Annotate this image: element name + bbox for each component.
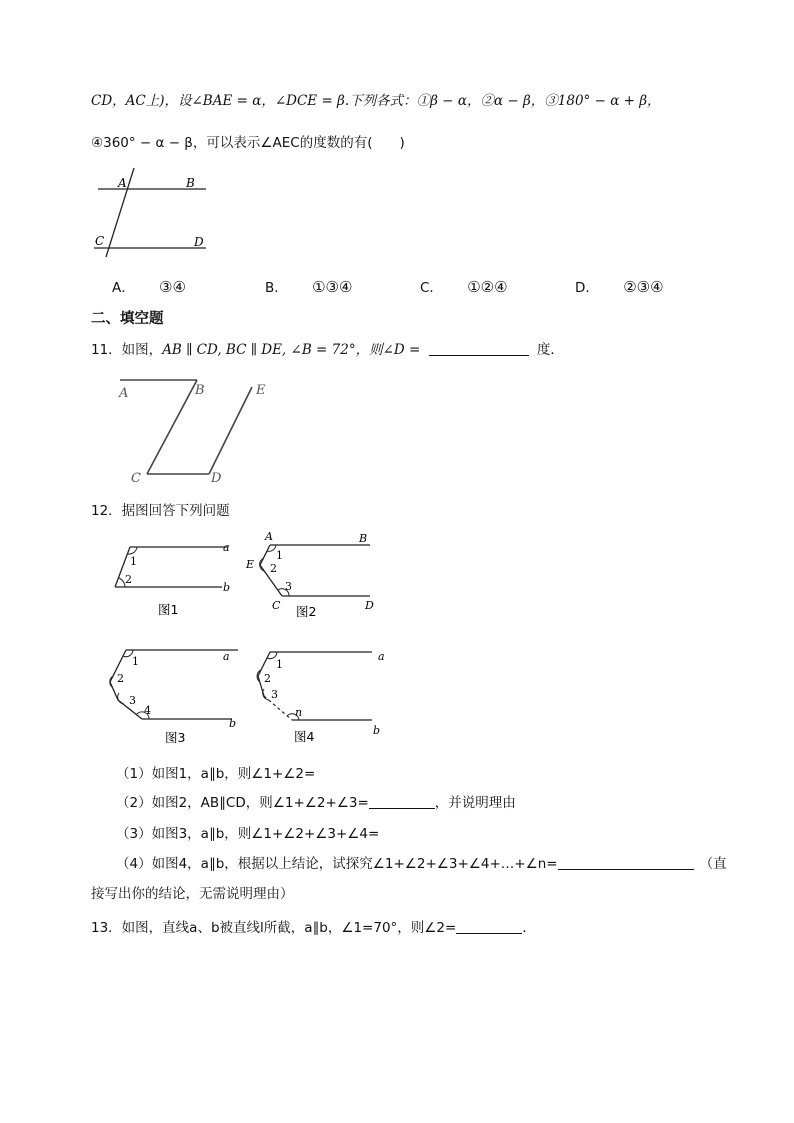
q12-sub2-text: （2）如图2，AB∥CD，则∠1+∠2+∠3= xyxy=(116,795,369,811)
fig4-num2: 2 xyxy=(264,672,271,685)
fig2-num1: 1 xyxy=(276,549,283,562)
q10-label-b: B xyxy=(186,176,195,190)
q12-sub2 xyxy=(116,791,516,811)
q11-label-c: C xyxy=(131,471,141,484)
q10-option-c-text: ①②④ xyxy=(467,278,508,296)
fig2-label-b: B xyxy=(359,532,368,545)
q12-sub1: （1）如图1，a∥b，则∠1+∠2= xyxy=(116,766,316,782)
fig3-angle3-arc xyxy=(118,693,124,704)
fig1-num2: 2 xyxy=(125,573,132,586)
q10-label-c: C xyxy=(95,234,105,248)
q10-option-b-letter: B． xyxy=(265,280,288,296)
q10-option-a-letter: A． xyxy=(112,280,135,296)
fig2-label-a: A xyxy=(265,530,273,543)
q12-sub4-answer-blank[interactable] xyxy=(558,855,694,870)
fig2-label-d: D xyxy=(365,599,374,612)
q12-sub4 xyxy=(116,852,727,872)
q11-prefix: 11．如图， xyxy=(91,342,163,358)
q12-sub4-text: （4）如图4，a∥b，根据以上结论，试探究∠1+∠2+∠3+∠4+…+∠n= xyxy=(116,856,558,872)
q11-text xyxy=(91,338,564,358)
fig3-num4: 4 xyxy=(144,704,151,717)
q10-option-b[interactable] xyxy=(265,276,352,296)
q10-figure xyxy=(88,165,218,260)
q10-option-d[interactable] xyxy=(575,276,664,296)
fig1-label-b: b xyxy=(223,581,231,594)
q13-prefix: 13．如图，直线a、b被直线l所截，a∥b，∠1=70°，则∠2= xyxy=(91,920,457,936)
fig4-num-n: n xyxy=(295,706,303,719)
q12-fig4 xyxy=(250,640,390,748)
q12-title: 12．据图回答下列问题 xyxy=(91,503,230,519)
fig4-num3: 3 xyxy=(271,688,278,701)
section-heading-fill-in: 二、填空题 xyxy=(91,311,164,327)
q12-fig3 xyxy=(102,640,252,748)
q10-option-a-text: ③④ xyxy=(159,278,186,296)
fig4-caption: 图4 xyxy=(294,729,315,744)
fig2-segment-ae xyxy=(260,545,270,565)
q10-option-d-letter: D． xyxy=(575,280,599,296)
q12-fig1 xyxy=(110,535,240,620)
q12-fig2 xyxy=(244,528,379,620)
fig1-caption: 图1 xyxy=(158,602,179,617)
q11-suffix: 度． xyxy=(536,342,564,358)
q10-label-a: A xyxy=(118,176,127,190)
fig4-num1: 1 xyxy=(276,658,283,671)
q11-figure xyxy=(112,372,277,484)
q11-segment-de xyxy=(209,387,252,474)
q11-math: AB ∥ CD, BC ∥ DE, ∠B = 72°，则∠D = xyxy=(162,342,421,358)
fig3-num3: 3 xyxy=(129,694,136,707)
q10-text-line1: CD，AC上)，设∠BAE = α，∠DCE = β.下列各式：①β − α，②α − β，③180° − α + β， xyxy=(91,93,661,109)
fig2-label-e: E xyxy=(246,558,255,571)
fig2-label-c: C xyxy=(272,599,281,612)
q11-label-b: B xyxy=(195,383,205,398)
fig1-num1: 1 xyxy=(130,555,137,568)
q12-sub2-answer-blank[interactable] xyxy=(369,794,435,809)
q10-option-c[interactable] xyxy=(420,276,508,296)
q11-answer-blank[interactable] xyxy=(429,341,529,356)
q12-sub4-line2: 接写出你的结论，无需说明理由） xyxy=(91,886,294,902)
q10-option-a[interactable] xyxy=(112,276,186,296)
q13-answer-blank[interactable] xyxy=(456,919,522,934)
fig3-caption: 图3 xyxy=(165,730,186,745)
fig1-label-a: a xyxy=(223,541,230,554)
fig3-num1: 1 xyxy=(132,655,139,668)
fig2-caption: 图2 xyxy=(296,604,317,619)
q10-option-b-text: ①③④ xyxy=(312,278,353,296)
q12-sub2-suffix: ，并说明理由 xyxy=(434,795,516,811)
q11-label-a: A xyxy=(119,386,129,401)
fig3-label-a: a xyxy=(223,650,230,663)
q11-segment-bc xyxy=(147,380,197,474)
fig2-num3: 3 xyxy=(285,580,292,593)
fig4-label-b: b xyxy=(373,724,381,737)
q12-sub4-suffix: （直 xyxy=(699,856,727,872)
q10-label-d: D xyxy=(194,235,204,249)
q11-label-e: E xyxy=(256,383,266,398)
q13-text xyxy=(91,916,536,936)
fig3-num2: 2 xyxy=(117,672,124,685)
q10-text-line2: ④360° − α − β，可以表示∠AEC的度数的有( ) xyxy=(91,135,405,151)
q12-sub3: （3）如图3，a∥b，则∠1+∠2+∠3+∠4= xyxy=(116,826,380,842)
fig2-num2: 2 xyxy=(270,562,277,575)
q10-option-d-text: ②③④ xyxy=(623,278,664,296)
fig3-label-b: b xyxy=(229,717,237,730)
q13-suffix: ． xyxy=(522,920,536,936)
q10-option-c-letter: C． xyxy=(420,280,443,296)
q11-label-d: D xyxy=(211,471,222,484)
fig4-label-a: a xyxy=(378,650,385,663)
